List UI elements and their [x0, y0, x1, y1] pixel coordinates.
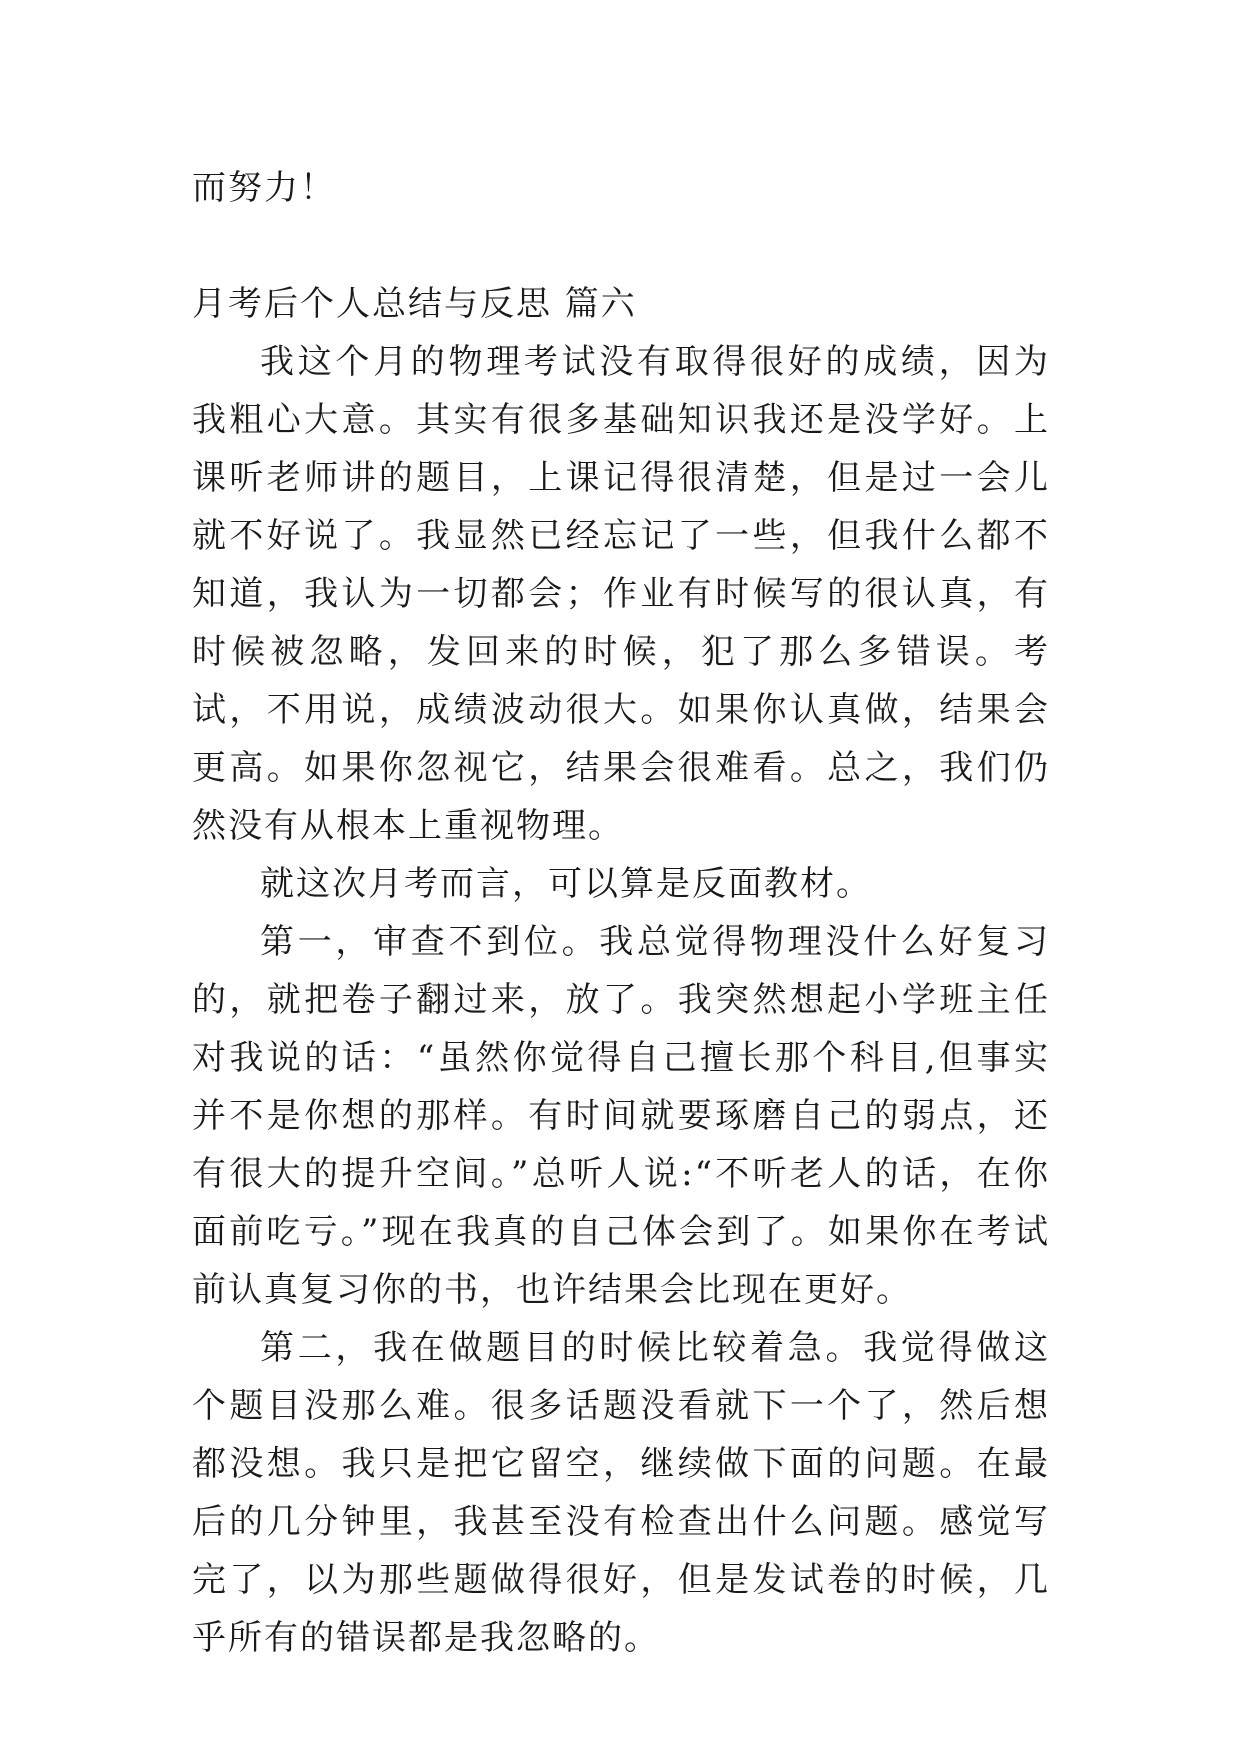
- section-title: 月考后个人总结与反思 篇六: [192, 284, 637, 324]
- continuation-text: 而努力！: [192, 168, 336, 208]
- paragraph-3: 第一，审查不到位。我总觉得物理没什么好复习的，就把卷子翻过来，放了。我突然想起小学班主任对我说的话：“虽然你觉得自己擅长那个科目,但事实并不是你想的那样。有时间就要琢磨自己的弱点，还有很大的提升空间。”总听人说:“不听老人的话，在你面前吃亏。”现在我真的自己体会到了。如果你在考试前认真复习你的书，也许结果会比现在更好。: [192, 922, 1050, 1310]
- blank-line: [192, 217, 1050, 275]
- paragraph-4: 第二，我在做题目的时候比较着急。我觉得做这个题目没那么难。很多话题没看就下一个了，然后想都没想。我只是把它留空，继续做下面的问题。在最后的几分钟里，我甚至没有检查出什么问题。感觉写完了，以为那些题做得很好，但是发试卷的时候，几乎所有的错误都是我忽略的。: [192, 1328, 1050, 1658]
- paragraph-2: 就这次月考而言，可以算是反面教材。: [260, 864, 872, 904]
- paragraph-1: 我这个月的物理考试没有取得很好的成绩，因为我粗心大意。其实有很多基础知识我还是没学好。上课听老师讲的题目，上课记得很清楚，但是过一会儿就不好说了。我显然已经忘记了一些，但我什么都不知道，我认为一切都会；作业有时候写的很认真，有时候被忽略，发回来的时候，犯了那么多错误。考试，不用说，成绩波动很大。如果你认真做，结果会更高。如果你忽视它，结果会很难看。总之，我们仍然没有从根本上重视物理。: [192, 342, 1050, 846]
- document-body: [192, 159, 1050, 1667]
